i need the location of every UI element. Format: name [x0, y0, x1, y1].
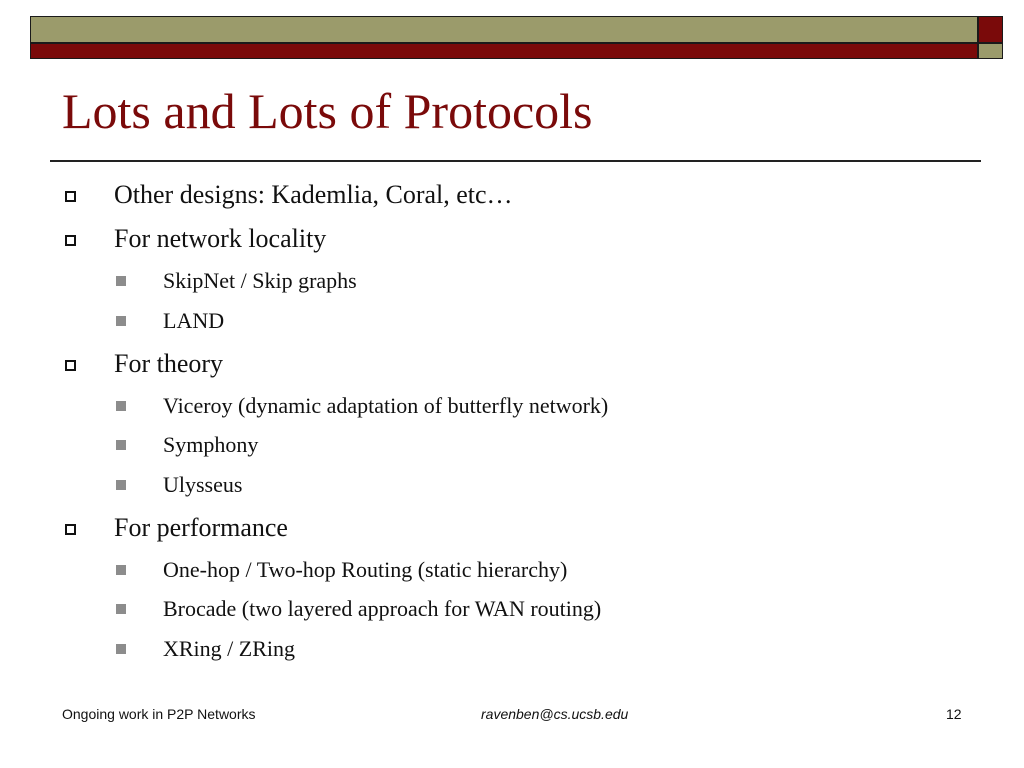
sub-bullet-text: Ulysseus — [163, 472, 243, 497]
filled-square-bullet-icon — [116, 480, 126, 490]
bullet-item — [114, 513, 288, 543]
filled-square-bullet-icon — [116, 316, 126, 326]
header-red-bar — [30, 43, 978, 59]
title-divider — [50, 160, 981, 162]
header-red-block — [978, 16, 1003, 43]
header-olive-block — [978, 43, 1003, 59]
bullet-item — [114, 349, 223, 379]
sub-bullet-text: SkipNet / Skip graphs — [163, 268, 357, 293]
hollow-square-bullet-icon — [65, 191, 76, 202]
bullet-text: For performance — [114, 513, 288, 542]
sub-bullet-item — [163, 308, 224, 334]
sub-bullet-text: Brocade (two layered approach for WAN routing) — [163, 596, 602, 621]
sub-bullet-text: Symphony — [163, 432, 259, 457]
sub-bullet-item — [163, 432, 258, 458]
sub-bullet-text: XRing / ZRing — [163, 636, 296, 661]
sub-bullet-item — [163, 596, 601, 622]
bullet-item — [114, 224, 326, 254]
sub-bullet-item — [163, 472, 242, 498]
bullet-text: For theory — [114, 349, 224, 378]
footer-email: ravenben@cs.ucsb.edu — [481, 706, 629, 722]
footer-title: Ongoing work in P2P Networks — [62, 706, 256, 722]
page-number: 12 — [946, 706, 962, 722]
filled-square-bullet-icon — [116, 644, 126, 654]
filled-square-bullet-icon — [116, 604, 126, 614]
sub-bullet-item — [163, 268, 357, 294]
filled-square-bullet-icon — [116, 401, 126, 411]
sub-bullet-text: LAND — [163, 308, 225, 333]
filled-square-bullet-icon — [116, 440, 126, 450]
sub-bullet-item — [163, 557, 567, 583]
bullet-item — [114, 180, 513, 210]
bullet-text: For network locality — [114, 224, 327, 253]
header-olive-bar — [30, 16, 978, 43]
sub-bullet-item — [163, 636, 295, 662]
filled-square-bullet-icon — [116, 276, 126, 286]
bullet-text: Other designs: Kademlia, Coral, etc… — [114, 180, 513, 209]
sub-bullet-text: Viceroy (dynamic adaptation of butterfly network) — [163, 393, 609, 418]
hollow-square-bullet-icon — [65, 524, 76, 535]
filled-square-bullet-icon — [116, 565, 126, 575]
hollow-square-bullet-icon — [65, 235, 76, 246]
hollow-square-bullet-icon — [65, 360, 76, 371]
sub-bullet-text: One-hop / Two-hop Routing (static hierarchy) — [163, 557, 568, 582]
sub-bullet-item — [163, 393, 608, 419]
slide-title: Lots and Lots of Protocols — [62, 83, 593, 139]
